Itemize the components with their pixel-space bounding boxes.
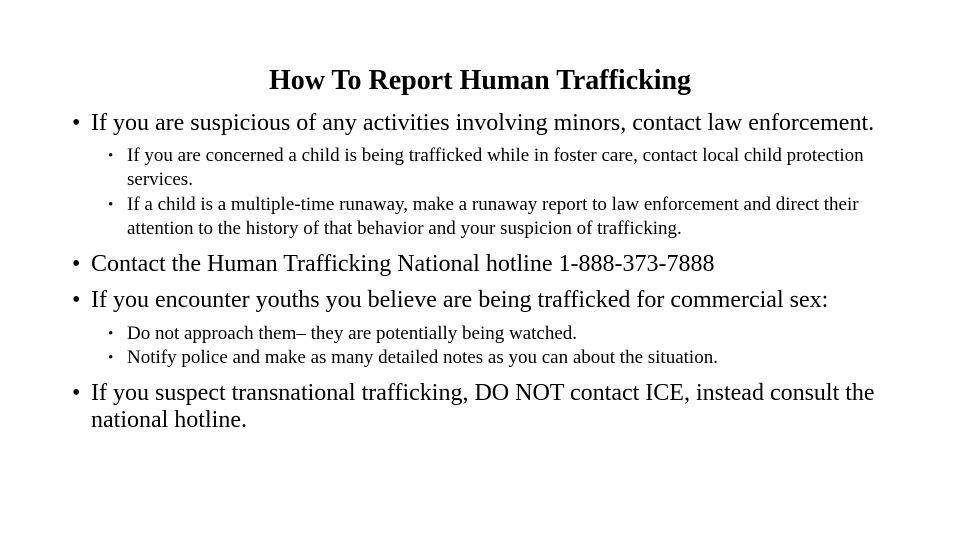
bullet-text: If you encounter youths you believe are being trafficked for commercial sex:: [91, 287, 829, 313]
sub-bullet-text: If a child is a multiple-time runaway, make a runaway report to law enforcement and direct their attention to the history of that behavior and your suspicion of trafficking.: [127, 194, 859, 239]
bullet-icon: •: [72, 287, 81, 313]
sub-bullet-item: [108, 193, 902, 241]
sub-bullet-item: [108, 322, 902, 346]
bullet-icon: •: [72, 251, 81, 277]
sub-bullet-item: [108, 144, 902, 192]
sub-bullet-icon: •: [108, 350, 114, 366]
bullet-item: [72, 380, 902, 434]
sub-bullet-text: Do not approach them– they are potentially being watched.: [127, 323, 578, 344]
sub-bullet-text: Notify police and make as many detailed notes as you can about the situation.: [127, 347, 718, 368]
bullet-text: If you are suspicious of any activities involving minors, contact law enforcement.: [91, 110, 875, 136]
bullet-icon: •: [72, 380, 81, 406]
slide-content: [72, 110, 902, 434]
bullet-item: [72, 110, 902, 137]
bullet-item: [72, 251, 902, 278]
bullet-item: [72, 287, 902, 314]
sub-bullet-icon: •: [108, 148, 114, 164]
bullet-icon: •: [72, 110, 81, 136]
slide-title: How To Report Human Trafficking: [268, 65, 692, 96]
bullet-text: Contact the Human Trafficking National hotline 1-888-373-7888: [91, 251, 715, 277]
bullet-text: If you suspect transnational trafficking, DO NOT contact ICE, instead consult the national hotline.: [91, 380, 875, 433]
sub-bullet-text: If you are concerned a child is being trafficked while in foster care, contact local child protection services.: [127, 145, 864, 190]
sub-bullet-icon: •: [108, 326, 114, 342]
sub-bullet-icon: •: [108, 197, 114, 213]
sub-bullet-item: [108, 346, 902, 370]
